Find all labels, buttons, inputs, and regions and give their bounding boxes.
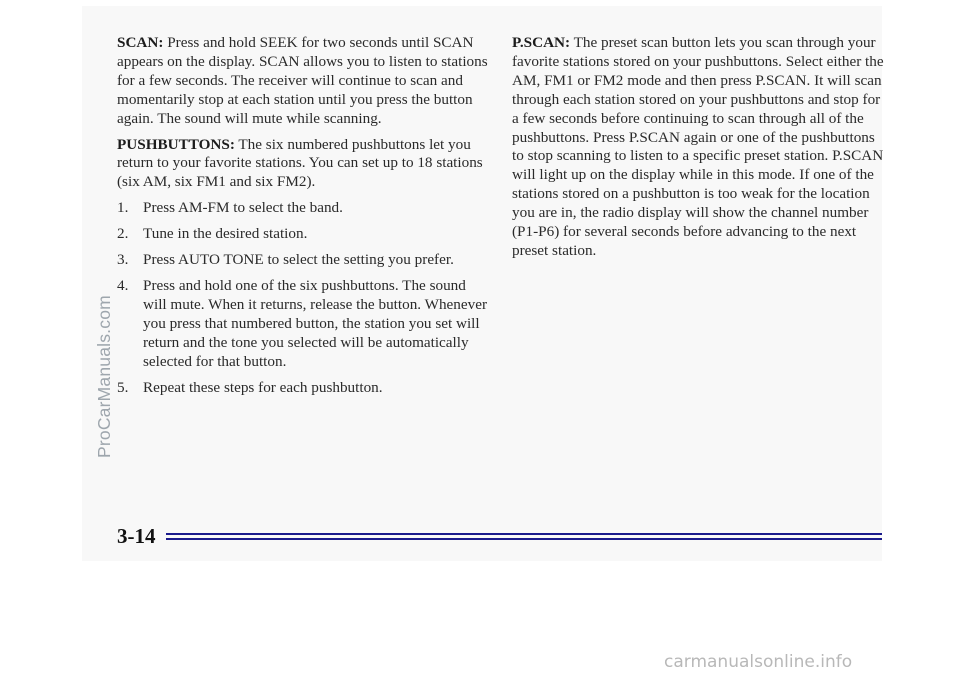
pushbuttons-text: The six numbered pushbuttons let you return to your favorite stations. You can set up to 18 stations (six AM, six FM1 and six FM2). <box>117 135 483 191</box>
step-item <box>117 199 492 218</box>
pscan-text: The preset scan button lets you scan through your favorite stations stored on your pushbuttons. Select either the AM, FM1 or FM2 mode and then press P.SCAN. It will scan through each station stored on your pushbuttons and stop for a few seconds before continuing to scan through all of the pushbuttons. Press P.SCAN again or one of the pushbuttons to stop scanning to listen to a specific preset station. P.SCAN will light up on the display while in this mode. If one of the stations stored on a pushbutton is too weak for the location you are in, the radio display will show the channel number (P1-P6) for several seconds before advancing to the next preset station. <box>512 34 884 259</box>
step-number: 1. <box>117 199 129 217</box>
pscan-paragraph <box>512 34 887 261</box>
step-item <box>117 379 492 398</box>
footer-double-rule <box>166 533 882 540</box>
pushbuttons-term: PUSHBUTTONS: <box>117 135 235 153</box>
page-number: 3-14 <box>117 524 156 548</box>
step-number: 2. <box>117 225 129 243</box>
scan-text: Press and hold SEEK for two seconds until SCAN appears on the display. SCAN allows you to listen to stations for a few seconds. The receiver will continue to scan and momentarily stop at each station until you press the button again. The sound will mute while scanning. <box>117 34 488 127</box>
scan-paragraph <box>117 34 492 129</box>
step-item <box>117 277 492 372</box>
step-number: 4. <box>117 276 129 294</box>
step-number: 3. <box>117 251 129 269</box>
step-text: Press AUTO TONE to select the setting you prefer. <box>143 251 454 269</box>
step-text: Press and hold one of the six pushbuttons. The sound will mute. When it returns, release the button. Whenever you press that numbered button, the station you set will return and the tone you selected will be automatically selected for that button. <box>143 276 488 370</box>
step-item <box>117 251 492 270</box>
step-text: Repeat these steps for each pushbutton. <box>143 378 383 396</box>
step-text: Press AM-FM to select the band. <box>143 199 343 217</box>
step-number: 5. <box>117 378 129 396</box>
left-column <box>117 34 492 404</box>
pscan-term: P.SCAN: <box>512 34 571 51</box>
setup-steps-list <box>117 199 492 397</box>
pushbuttons-paragraph <box>117 136 492 193</box>
footer-rule-line <box>166 538 882 540</box>
bottom-watermark: carmanualsonline.info <box>664 652 853 672</box>
right-column <box>512 34 887 268</box>
side-watermark: ProCarManuals.com <box>94 295 114 458</box>
footer-rule-line <box>166 533 882 535</box>
step-item <box>117 225 492 244</box>
step-text: Tune in the desired station. <box>143 225 308 243</box>
scan-term: SCAN: <box>117 34 164 51</box>
